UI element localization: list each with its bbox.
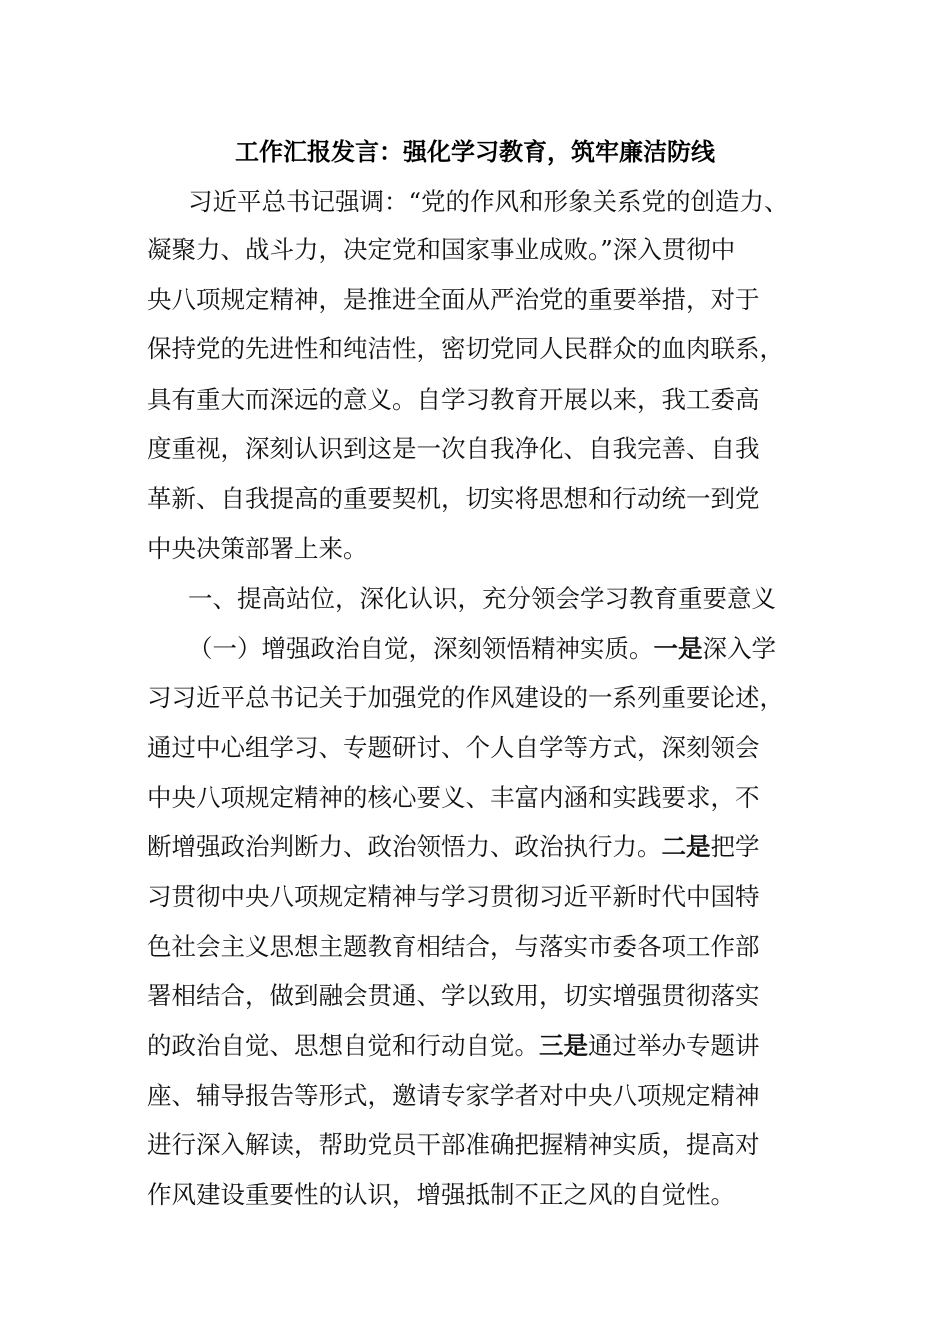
paragraph-line: 色社会主义思想主题教育相结合，与落实市委各项工作部 — [147, 932, 760, 961]
line-text: 断增强政治判断力、政治领悟力、政治执行力。 — [147, 832, 662, 861]
paragraph-line: 革新、自我提高的重要契机，切实将思想和行动统一到党 — [147, 484, 760, 513]
point-marker: 一是 — [653, 634, 703, 663]
paragraph-line: 座、辅导报告等形式，邀请专家学者对中央八项规定精神 — [147, 1081, 760, 1110]
point-marker: 三是 — [539, 1031, 588, 1060]
paragraph-line: 中央决策部署上来。 — [147, 534, 368, 563]
paragraph-line: 署相结合，做到融会贯通、学以致用，切实增强贯彻落实 — [147, 981, 760, 1010]
paragraph-line: 进行深入解读，帮助党员干部准确把握精神实质，提高对 — [147, 1130, 760, 1159]
line-text: 通过举办专题讲 — [588, 1031, 760, 1060]
subsection-line — [188, 629, 776, 669]
point-marker: 二是 — [661, 832, 711, 861]
paragraph-line: 保持党的先进性和纯洁性，密切党同人民群众的血肉联系， — [147, 334, 784, 363]
paragraph-line: 具有重大而深远的意义。自学习教育开展以来，我工委高 — [147, 385, 760, 414]
section-heading: 一、提高站位，深化认识，充分领会学习教育重要意义 — [188, 584, 776, 613]
paragraph-line: 凝聚力、战斗力，决定党和国家事业成败。”深入贯彻中 — [147, 235, 736, 264]
paragraph-line — [147, 1026, 760, 1066]
subsection-heading: （一）增强政治自觉，深刻领悟精神实质。 — [188, 634, 654, 663]
paragraph-line: 作风建设重要性的认识，增强抵制不正之风的自觉性。 — [147, 1180, 735, 1209]
line-text: 把学 — [710, 832, 760, 861]
paragraph-line: 中央八项规定精神的核心要义、丰富内涵和实践要求，不 — [147, 783, 760, 812]
paragraph-line — [147, 827, 760, 867]
paragraph-line: 央八项规定精神，是推进全面从严治党的重要举措，对于 — [147, 285, 760, 314]
paragraph-line: 习贯彻中央八项规定精神与学习贯彻习近平新时代中国特 — [147, 882, 760, 911]
line-text: 的政治自觉、思想自觉和行动自觉。 — [147, 1031, 539, 1060]
paragraph-line: 习近平总书记强调：“党的作风和形象关系党的创造力、 — [188, 187, 789, 216]
paragraph-line: 度重视，深刻认识到这是一次自我净化、自我完善、自我 — [147, 434, 760, 463]
paragraph-line: 习习近平总书记关于加强党的作风建设的一系列重要论述， — [147, 683, 784, 712]
document-title: 工作汇报发言：强化学习教育，筑牢廉洁防线 — [235, 137, 715, 166]
paragraph-line: 通过中心组学习、专题研讨、个人自学等方式，深刻领会 — [147, 733, 760, 762]
line-text: 深入学 — [702, 634, 776, 663]
